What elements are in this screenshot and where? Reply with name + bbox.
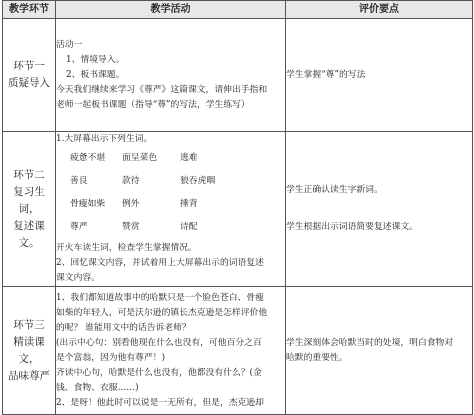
vocab-word: 逃难 — [180, 153, 198, 163]
vocabulary-grid — [56, 151, 285, 235]
section-row-3 — [3, 287, 473, 415]
stage-title: 复述课文。 — [13, 219, 45, 249]
header-stage: 教学环节 — [3, 1, 56, 19]
header-activity: 教学活动 — [56, 1, 286, 19]
activity-line: 1、情境导入。 — [66, 54, 125, 65]
stage-title: 复习生词， — [13, 185, 45, 215]
vocab-word: 骨瘦如柴 — [70, 199, 106, 209]
eval-line: 学生深刻体会哈默当时的处境，明白食物对 — [286, 337, 454, 348]
eval-line: 哈默的重要性。 — [286, 352, 348, 363]
eval-cell-2 — [286, 132, 473, 287]
header-eval: 评价要点 — [286, 1, 473, 19]
eval-line: 学生正确认读生字新词。 — [286, 185, 383, 195]
activity-line: 老师一起板书课题（指导“尊”的写法，学生练写） — [56, 99, 250, 110]
vocab-word: 面呈菜色 — [122, 153, 158, 163]
activity-line: 如柴的年轻人，可是沃尔逊的镇长杰克逊是怎样评价他 — [56, 307, 268, 318]
stage-label: 环节二 — [13, 168, 45, 181]
section-row-2 — [3, 132, 473, 287]
activity-line: 2、回忆课文内容，并试着用上大屏幕出示的词语复述 — [56, 258, 264, 268]
activity-line: 活动一 — [56, 39, 83, 50]
stage-cell-1 — [3, 19, 56, 132]
stage-cell-2 — [3, 132, 56, 287]
vocab-word: 款待 — [122, 176, 140, 186]
stage-label: 环节一 — [13, 60, 45, 72]
activity-line: 开火车读生词，检查学生掌握情况。 — [56, 243, 197, 253]
activity-line: 齐读中心句，哈默是什么也没有，他都没有什么？(金 — [56, 367, 262, 378]
vocab-word: 尊严 — [70, 222, 88, 232]
stage-cell-3 — [3, 287, 56, 415]
vocab-word: 善良 — [70, 176, 88, 186]
eval-cell-1 — [286, 19, 473, 132]
vocab-word: 诗配 — [180, 222, 198, 232]
activity-line: 是个富翁，因为他有尊严！) — [56, 352, 165, 363]
vocab-word: 狼吞虎咽 — [180, 176, 216, 186]
stage-title: 质疑导入 — [8, 77, 50, 89]
activity-line: 2、板书课题。 — [66, 69, 125, 80]
stage-title: 精读课文， — [13, 335, 45, 365]
eval-line: 学生掌握“尊”的写法 — [286, 69, 366, 80]
activity-line: 2、是呀！他此时可以说是一无所有，但是，杰克逊却 — [56, 397, 264, 408]
vocab-word: 例外 — [122, 199, 140, 209]
activity-line: 1、我们都知道故事中的哈默只是一个脸色苍白、骨瘦 — [56, 292, 264, 303]
vocab-word: 捶背 — [180, 199, 198, 209]
vocab-word: 疲惫不堪 — [70, 153, 106, 163]
activity-cell-3 — [56, 287, 286, 415]
header-row — [3, 1, 473, 19]
activity-line: 1.大屏幕出示下列生词。 — [56, 134, 153, 144]
activity-line: 课文内容。 — [56, 273, 100, 283]
activity-line: 今天我们继续来学习《尊严》这篇课文，请伸出手指和 — [56, 84, 268, 95]
eval-cell-3 — [286, 287, 473, 415]
vocab-word: 赞赏 — [122, 222, 140, 232]
activity-line: 钱、食物、衣服……) — [56, 382, 139, 393]
eval-line: 学生根据出示词语简要复述课文。 — [286, 222, 418, 232]
activity-line: 的呢？ 谁能用文中的话告诉老师？ — [56, 322, 191, 333]
activity-line: (出示中心句：别看他现在什么也没有，可他百分之百 — [56, 337, 262, 348]
stage-label: 环节三 — [13, 318, 45, 331]
activity-cell-2 — [56, 132, 286, 287]
activity-cell-1 — [56, 19, 286, 132]
section-row-1 — [3, 19, 473, 132]
stage-title: 品味尊严 — [8, 369, 50, 382]
lesson-plan-table — [2, 0, 473, 415]
